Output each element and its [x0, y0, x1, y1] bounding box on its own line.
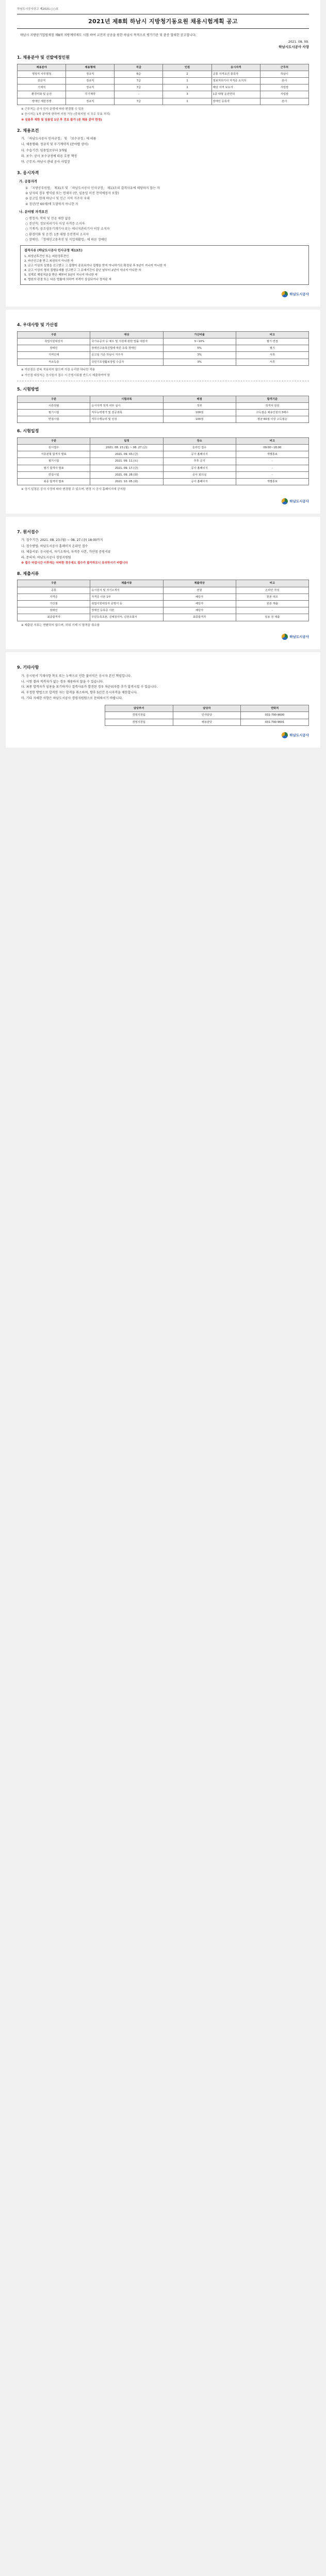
table-row [18, 614, 309, 621]
table-cell: 기계직 [18, 84, 66, 91]
page-4 [6, 652, 320, 747]
s3-item-2: ○ 행정직: 학력 및 전공 제한 없음 [25, 216, 71, 221]
section-3-title: 3. 응시자격 [17, 170, 39, 175]
table-cell: 인사담당 [173, 712, 241, 719]
recruitment-table [17, 64, 309, 105]
table-header: 비고 [236, 331, 308, 338]
s4-note: ※ 가산점은 중복 적용하지 않으며 가장 유리한 하나만 적용 [21, 368, 95, 371]
table-row [18, 471, 309, 478]
table-header: 근무처 [260, 64, 308, 71]
logo-text: 하남도시공사 [289, 733, 309, 737]
table-header: 구분 [18, 331, 90, 338]
table-header: 비고 [236, 580, 308, 587]
table-row [18, 71, 309, 77]
box-line: 6. 법원의 판결 또는 다른 법률에 의하여 자격이 상실되거나 정지된 자 [24, 278, 112, 281]
table-cell: 정규직 [66, 84, 115, 91]
box-line: 4. 금고 이상의 형의 집행유예를 선고받고 그 유예기간이 끝난 날부터 2년이 지나지 아니한 자 [24, 268, 141, 272]
table-cell: 해당자 [163, 607, 236, 614]
logo-icon [282, 732, 288, 738]
table-header: 가산비율 [163, 331, 236, 338]
table-row [18, 352, 309, 359]
footer-logo [17, 634, 309, 640]
intro-text: 하남시 지방공기업법제정 제8차 지방계약제도 시험 하여 교진미 공공을 원한 하남시 목적으로 평가기준 및 중증 합의한 공고합니다. [20, 33, 197, 37]
s7-red-note: ※ 접수 마감시간 이후에는 어떠한 경우에도 접수가 불가하오니 유의하시기 바랍니다 [21, 562, 128, 565]
logo-icon [282, 634, 288, 640]
table-cell: 7급 [115, 78, 163, 84]
schedule-table [17, 437, 309, 485]
table-row [18, 359, 309, 365]
s1-note-2: ※ 응시자는 1개 분야에 한하여 지원 가능 (중복지원 시 모두 무효 처리) [21, 113, 110, 116]
table-cell: 09:00~18:00 [236, 444, 308, 451]
page-1 [6, 0, 320, 307]
table-row [18, 91, 309, 98]
s1-red-note: ※ 임용후 제한 및 임용일 1년 후 전보 불가 (본 채용 분야 한정) [21, 118, 102, 122]
disqualification-box [20, 245, 309, 285]
table-cell: 사업장 [260, 91, 308, 98]
table-header: 제출대상 [163, 580, 236, 587]
table-cell: 100점 [163, 416, 236, 423]
table-cell: 적격자 전원 [236, 402, 308, 409]
table-cell: 무기계약 [66, 91, 115, 98]
s2-item: 마. 근무지: 하남시 관내 공사 사업장 [21, 160, 70, 164]
table-row [18, 458, 309, 465]
box-title: 결격사유 (하남도시공사 인사규정 제13조) [24, 249, 83, 253]
table-cell: 공사 홈페이지 [163, 478, 236, 485]
table-cell: 정보처리기사 자격증 소지자 [211, 78, 260, 84]
table-cell: 장애인 제한경쟁 [18, 98, 66, 105]
document-title: 2021년 제8회 하남시 지방청기동요원 채용시험계획 공고 [17, 14, 309, 29]
table-cell: 해당 자격 보유자 [211, 84, 260, 91]
table-cell: 1 [163, 78, 211, 84]
table-row [18, 416, 309, 423]
box-line: 3. 금고 이상의 실형을 선고받고 그 집행이 종료되거나 집행을 받지 아니하기로 확정된 후 5년이 지나지 아니한 자 [24, 264, 167, 267]
table-cell: 전산직 [18, 78, 66, 84]
table-cell: 하남시 [260, 71, 308, 77]
table-header: 합격기준 [236, 396, 308, 402]
table-header: 채용형태 [66, 64, 115, 71]
table-cell: 정규직 [66, 78, 115, 84]
table-row [18, 465, 309, 471]
table-cell: - [236, 471, 308, 478]
table-cell: 공사 회의실 [163, 471, 236, 478]
s2-item: 다. 수습기간: 임용일로부터 3개월 [21, 148, 67, 152]
section-5-title: 5. 시험방법 [17, 387, 39, 392]
table-cell: 031-790-9600 [241, 712, 309, 719]
table-cell: 원본 제출 [236, 601, 308, 607]
table-cell: 국가유공자 등 예우 및 지원에 관한 법률 대상자 [90, 338, 163, 345]
table-cell: 정규직 [66, 98, 115, 105]
s7-item: 다. 제출서류: 응시원서, 자기소개서, 자격증 사본, 가산점 증빙서류 [21, 550, 111, 554]
table-row [18, 78, 309, 84]
s3-item: ② 남자의 경우 병역필 또는 면제자 (단, 임용일 이전 전역예정자 포함) [25, 192, 119, 196]
table-cell: 자격증 사본 1부 [90, 594, 163, 600]
table-cell: 직무수행능력 및 인성 [90, 416, 163, 423]
table-cell: 2021. 08. 23.(월) ~ 08. 27.(금) [90, 444, 163, 451]
table-cell: 100점 [163, 409, 236, 416]
table-cell: 적부 [163, 402, 236, 409]
logo-text: 하남도시공사 [289, 635, 309, 639]
table-cell: 가산점 [18, 601, 90, 607]
table-row [18, 338, 309, 345]
table-cell: 본사 [260, 98, 308, 105]
box-line: 5. 징계로 해임처분을 받은 때부터 3년이 지나지 아니한 자 [24, 273, 97, 277]
s4-note: ※ 가산점 대상자는 응시원서 접수 시 증빙서류를 반드시 제출하여야 함 [21, 374, 110, 377]
table-row [18, 98, 309, 105]
s9-item: 라. 부정한 방법으로 합격한 자는 합격을 취소하며, 향후 5년간 응시자격을 제한합니다. [21, 691, 138, 695]
table-cell: 필기시험 [18, 409, 90, 416]
table-cell: 공고일 기준 하남시 거주자 [90, 352, 163, 359]
logo-icon [282, 498, 288, 504]
table-cell: 정규직 [66, 71, 115, 77]
section-8-title: 8. 제출서류 [17, 571, 39, 577]
table-cell: 필기 합격자 발표 [18, 465, 90, 471]
table-cell: 고득점순 채용인원의 3배수 [236, 409, 308, 416]
s7-item: 나. 접수방법: 하남도시공사 홈페이지 온라인 접수 [21, 544, 88, 548]
logo-text: 하남도시공사 [289, 499, 309, 503]
table-cell: 장애인 [18, 607, 90, 614]
table-header: 시험과목 [90, 396, 163, 402]
s3-sub-2: 나. 분야별 자격요건 [19, 210, 48, 214]
table-cell: 온라인 접수 [163, 444, 236, 451]
table-cell: 해당자 [163, 601, 236, 607]
table-cell: 서류전형 [18, 402, 90, 409]
table-cell: 원서접수 [18, 444, 90, 451]
table-cell: 채용담당 [173, 719, 241, 725]
table-row [18, 451, 309, 458]
table-header: 담당부서 [105, 705, 173, 712]
table-cell: 공통 자격요건 충족자 [211, 71, 260, 77]
logo-icon [282, 291, 288, 297]
table-cell: 추후 공지 [163, 458, 236, 465]
table-row [18, 444, 309, 451]
table-cell: 3% [163, 352, 236, 359]
table-cell: 응시원서 및 자기소개서 [90, 587, 163, 594]
table-cell: 직무능력평가 및 전공과목 [90, 409, 163, 416]
section-6-title: 6. 시험일정 [17, 429, 39, 434]
s9-item: 가. 응시원서 기재사항 착오 또는 누락으로 인한 불이익은 응시자 본인 책임입니다. [21, 674, 132, 678]
table-cell: 6급 [115, 71, 163, 77]
table-row [18, 478, 309, 485]
table-cell: 3% [163, 359, 236, 365]
table-cell: 서류전형 합격자 발표 [18, 451, 90, 458]
table-cell: 국민기초생활보장법 수급자 [90, 359, 163, 365]
table-row [18, 601, 309, 607]
table-row [18, 402, 309, 409]
table-cell: 면접시험 [18, 416, 90, 423]
table-cell: 필기 [236, 345, 308, 352]
announce-date: 2021. 08. 09. [288, 40, 309, 44]
table-cell: 031-790-9601 [241, 719, 309, 725]
table-cell: 1 [163, 98, 211, 105]
table-cell: 필기시험 [18, 458, 90, 465]
table-header: 연락처 [241, 705, 309, 712]
table-cell: 공통 [18, 587, 90, 594]
table-cell: 평균 60점 이상 고득점순 [236, 416, 308, 423]
s3-item-2: ○ 전산직: 정보처리기사 이상 자격증 소지자 [25, 222, 85, 226]
table-cell: 장애인고용촉진법에 따른 등록 장애인 [90, 345, 163, 352]
table-cell: 필기·면접 [236, 338, 308, 345]
table-cell: 3 [163, 91, 211, 98]
bonus-table [17, 331, 309, 366]
table-cell: 응시자격 적격 여부 심사 [90, 402, 163, 409]
s3-item: ④ 정년(만 60세)에 도달하지 아니한 자 [25, 202, 78, 206]
box-line: 1. 피성년후견인 또는 피한정후견인 [24, 255, 69, 258]
s1-note-1: ※ 근무처는 공사 인사 운영에 따라 변경될 수 있음 [21, 107, 84, 111]
table-cell: 장애인 등록자 [211, 98, 260, 105]
table-header: 대상 [90, 331, 163, 338]
table-cell: 온라인 작성 [236, 587, 308, 594]
table-cell: 1 [163, 84, 211, 91]
s6-note: ※ 상기 일정은 공사 사정에 따라 변경될 수 있으며, 변경 시 공사 홈페이지에 공지함 [21, 488, 126, 492]
table-cell: 저소득층 [18, 359, 90, 365]
table-header: 배점 [163, 396, 236, 402]
table-cell: 지역인재 [18, 352, 90, 359]
logo-text: 하남도시공사 [289, 292, 309, 297]
s2-item: 나. 채용형태: 정규직 및 무기계약직 (분야별 상이) [21, 143, 89, 147]
table-cell: 최종합격자 [18, 614, 90, 621]
table-cell: 장애인 [18, 345, 90, 352]
table-cell: 환경미화 및 운전 [18, 91, 66, 98]
table-cell: 개별통보 [236, 478, 308, 485]
s3-item-2: ○ 기계직: 공조냉동기계기사 또는 에너지관리기사 이상 소지자 [25, 227, 110, 231]
table-cell: 2021. 10. 05.(화) [90, 478, 163, 485]
table-cell: 7급 [115, 98, 163, 105]
table-header: 구분 [18, 580, 90, 587]
s8-note: ※ 제출된 서류는 반환하지 않으며, 허위 기재 시 합격을 취소함 [21, 623, 100, 627]
table-cell: 최종 합격자 발표 [18, 478, 90, 485]
table-header: 구분 [18, 437, 90, 444]
table-header: 구분 [18, 396, 90, 402]
table-cell: 취업지원대상자 증명서 등 [90, 601, 163, 607]
table-row [18, 607, 309, 614]
table-row [18, 345, 309, 352]
table-cell: 2021. 09. 11.(토) [90, 458, 163, 465]
table-cell: 2021. 09. 03.(금) [90, 451, 163, 458]
table-cell: 임용 전 제출 [236, 614, 308, 621]
s3-item-2: ○ 장애인: 「장애인고용촉진 및 직업재활법」에 따른 장애인 [25, 238, 107, 242]
table-cell: 사업장 [260, 84, 308, 91]
table-cell: 1종 대형 운전면허 [211, 91, 260, 98]
table-row [18, 409, 309, 416]
table-cell: 개별통보 [236, 451, 308, 458]
page-label: 하남도시공사공고 제2021-○○호 [17, 8, 59, 11]
table-cell: 해당자 [163, 594, 236, 600]
table-cell: 원본 대조 [236, 594, 308, 600]
table-cell: 자격증 [18, 594, 90, 600]
table-cell: 공사 홈페이지 [163, 451, 236, 458]
table-cell: 주민등록초본, 신체검사서, 신원조회서 [90, 614, 163, 621]
table-cell: - [236, 458, 308, 465]
section-2-title: 2. 채용조건 [17, 128, 39, 133]
s3-item-2: ○ 환경미화 및 운전: 1종 대형 운전면허 소지자 [25, 232, 89, 236]
section-9-title: 9. 기타사항 [17, 665, 39, 670]
table-header: 채용분야 [18, 64, 66, 71]
table-cell: 면접시험 [18, 471, 90, 478]
table-cell: 7급 [115, 84, 163, 91]
s3-sub: 가. 공통자격 [19, 180, 37, 184]
table-header: 담당자 [173, 705, 241, 712]
table-cell: 본사 [260, 78, 308, 84]
table-row [18, 84, 309, 91]
s7-item: 가. 접수기간: 2021. 08. 23.(월) ~ 08. 27.(금) 18:00까지 [21, 538, 103, 543]
page-3 [6, 517, 320, 650]
table-row [18, 587, 309, 594]
s9-item: 다. 최종 합격자가 임용을 포기하거나 결격사유가 발견된 경우 차순위자를 추가 합격시킬 수 있습니다. [21, 685, 158, 689]
table-header: 인원 [163, 64, 211, 71]
table-cell: 행정직 사무행정 [18, 71, 66, 77]
documents-table [17, 580, 309, 621]
table-cell: 서류 [236, 359, 308, 365]
s3-item: ① 「지방공무원법」 제31조 및 「하남도시공사 인사규정」 제13조의 결격사유에 해당하지 않는 자 [25, 186, 160, 190]
s2-item: 라. 보수: 공사 보수규정에 따른 호봉 책정 [21, 155, 77, 159]
table-cell: 경영지원팀 [105, 719, 173, 725]
s7-item: 라. 문의처: 하남도시공사 경영지원팀 [21, 556, 71, 560]
table-header: 응시자격 [211, 64, 260, 71]
table-cell: 공사 홈페이지 [163, 465, 236, 471]
table-row [105, 712, 308, 719]
s9-item: 마. 기타 자세한 사항은 하남도시공사 경영지원팀으로 문의하시기 바랍니다. [21, 696, 123, 700]
table-cell: - [236, 607, 308, 614]
table-header: 일정 [90, 437, 163, 444]
s3-item: ③ 공고일 현재 하남시 및 인근 지역 거주자 우대 [25, 197, 90, 201]
s9-item: 나. 시험 결과 적격자가 없는 경우 채용하지 않을 수 있습니다. [21, 680, 104, 684]
issuer: 하남시도시공사 사장 [279, 45, 309, 49]
table-cell: 취업지원대상자 [18, 338, 90, 345]
box-line: 2. 파산선고를 받고 복권되지 아니한 자 [24, 259, 74, 263]
table-row [18, 594, 309, 600]
table-cell: 장애인 등록증 사본 [90, 607, 163, 614]
table-header: 장소 [163, 437, 236, 444]
footer-logo [17, 732, 309, 738]
footer-logo [17, 291, 309, 297]
table-header: 직급 [115, 64, 163, 71]
table-cell: - [115, 91, 163, 98]
section-7-title: 7. 원서접수 [17, 529, 39, 534]
table-cell: 2021. 09. 28.(화) [90, 471, 163, 478]
section-4-title: 4. 우대사항 및 가산점 [17, 323, 58, 328]
section-1-title: 1. 채용분야 및 선발예정인원 [17, 55, 70, 60]
table-cell: 5% [163, 345, 236, 352]
page-2 [6, 310, 320, 513]
table-cell: 최종합격자 [163, 614, 236, 621]
table-cell: 2021. 09. 17.(금) [90, 465, 163, 471]
table-cell: 전원 [163, 587, 236, 594]
table-cell: 서류 [236, 352, 308, 359]
table-header: 제출서류 [90, 580, 163, 587]
table-cell: 경영지원팀 [105, 712, 173, 719]
table-header: 비고 [236, 437, 308, 444]
exam-method-table [17, 396, 309, 423]
table-row [105, 719, 308, 725]
contact-table [105, 705, 309, 726]
table-cell: 2 [163, 71, 211, 77]
table-cell: 5~10% [163, 338, 236, 345]
s2-item: 가. 「하남도시공사 인사규정」 및 「보수규정」에 따름 [21, 137, 96, 141]
table-cell: - [236, 465, 308, 471]
footer-logo [17, 498, 309, 504]
